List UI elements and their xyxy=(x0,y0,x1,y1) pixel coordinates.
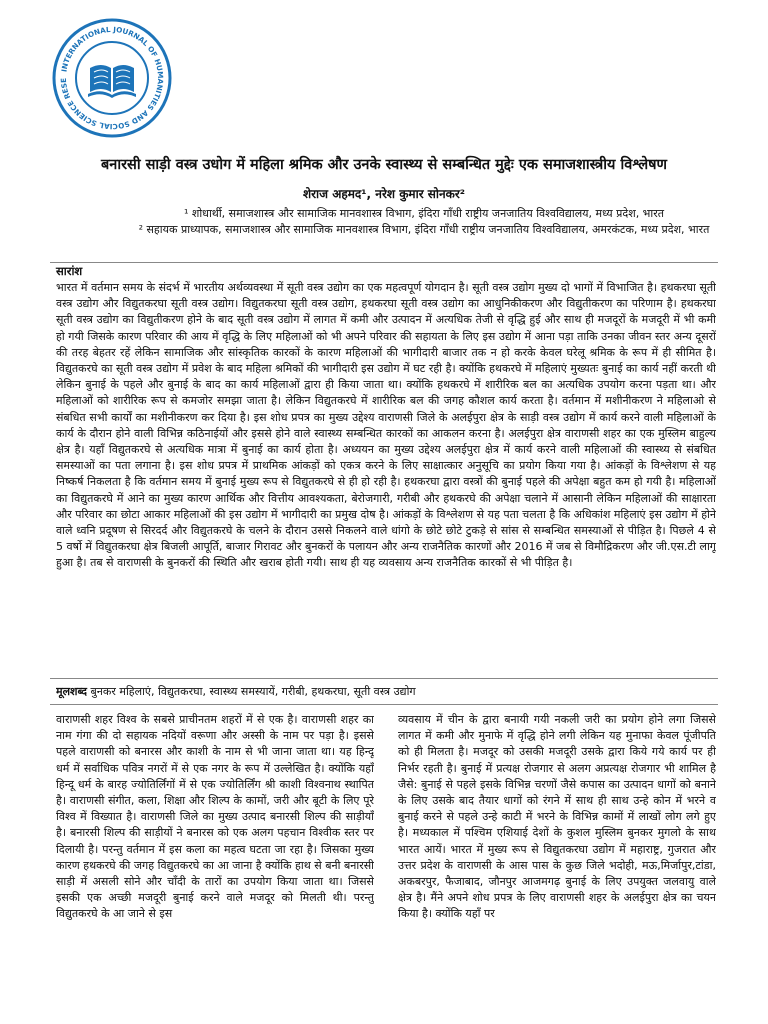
divider-keywords-bottom xyxy=(50,704,718,705)
keywords-line xyxy=(56,684,716,702)
affiliation-1: ¹ शोधार्थी, समाजशास्त्र और सामाजिक मानवशास्त्र विभाग, इंदिरा गाँधी राष्ट्रीय जनजातिय विश्वविद्यालय, मध्य प्रदेश, भारत xyxy=(183,207,665,220)
open-book-icon xyxy=(46,12,178,144)
author-list: शेराज अहमद¹, नरेश कुमार सोनकर² xyxy=(302,187,466,201)
logo-ring-text: INTERNATIONAL JOURNAL OF HUMANITIES AND SOCIAL SCIENCE RESE xyxy=(58,24,166,132)
keywords-label: मूलशब्द xyxy=(56,685,88,698)
abstract-text: भारत में वर्तमान समय के संदर्भ में भारतीय अर्थव्यवस्था में सूती वस्त्र उद्योग का एक महत्वपूर्ण योगदान है। सूती वस्त्र उद्योग मुख्य दो भागों में विभाजित है। हथकरघा सूती वस्त्र उद्योग और विद्युतकरघा सूती वस्त्र उद्योग। विद्युतकरघा सूती वस्त्र उद्योग, हथकरघा सूती वस्त्र उद्योग का आधुनिकीकरण और विद्युतीकरण का परिणाम है। हथकरघा सूती वस्त्र उद्योग का विद्युतीकरण होने के बाद सूती वस्त्र उद्योग में लागत में कमी और उत्पादन में अत्यधिक तेजी से वृद्धि हुई और साथ ही मजदूरों के मजदूरी में भी कमी हो गयी जिसके कारण परिवार की आय में वृद्धि के लिए महिलाओं को भी अपने परिवार की सहायता के लिए इस उद्योग में आना पड़ा ताकि उनका जीवन स्तर अन्य दूसरों की तरह बेहतर रहें लेकिन सामाजिक और सांस्कृतिक कारकों के कारण महिलाओं की भागीदारी बाजार तक न हो करके केवल घरेलू श्रमिक के रूप में ही सीमित है। विद्युतकरघे का सूती वस्त्र उद्योग में प्रवेश के बाद महिला श्रमिकों की भागीदारी इस उद्योग में घट रही है। क्योंकि हथकरघे में महिलाएं मुख्यतः बुनाई का कार्य नहीं करती थी लेकिन बुनाई के पहले और बुनाई के बाद का कार्य महिलाओं द्वारा ही किया जाता था। क्योंकि हथकरघे में शारीरिक बल का अत्यधिक उपयोग करना पड़ता था। और महिलाओं को शारीरिक रूप से कमजोर समझा जाता है। लेकिन विद्युतकरघे में शारीरिक बल की जगह कौशल कार्य करता है। वर्तमान में मशीनीकरण ने महिलाओ से संबधित सभी कार्यों का मशीनीकरण कर दिया है। इस शोध प्रपत्र का मुख्य उद्देश्य वाराणसी जिले के अलईपुरा क्षेत्र के साड़ी वस्त्र उद्योग में कार्य करने वाली महिलाओं के कार्य के दौरान होने वाली विभिन्न कठिनाईयों और इससे होने वाले स्वास्थ्य सम्बन्धित कारकों का आकलन करना है। अलईपुरा क्षेत्र वाराणसी शहर का एक मुस्लिम बाहुल्य क्षेत्र है। यहाँ विद्युतकरघे से अत्यधिक मात्रा में बुनाई का कार्य होता है। अध्ययन का मुख्य उद्देश्य अलईपुरा क्षेत्र में कार्य करने वाली महिलाओं की स्वास्थ्य से संबधित समस्याओं का पता लगाना है। इस शोध प्रपत्र में प्राथमिक आंकड़ों को एकत्र करने के लिए साक्षात्कार अनुसूचि का प्रयोग किया गया है। आंकड़ों के विश्लेशण से यह निष्कर्ष निकलता है कि वर्तमान समय में बुनाई मुख्य रूप से विद्युतकरघे से ही हो रही है। हथकरघा द्वारा वस्त्रों की बुनाई पहले की अपेक्षा बहुत कम हो गयी है। महिलाओं का विद्युतकरघे में आने का मुख्य कारण आर्थिक और वित्तीय आवश्यकता, बेरोजगारी, गरीबी और हथकरघे की अपेक्षा चलाने में आसानी लेकिन महिलाओं की साक्षारता और परिवार का छोटा आकार महिलाओं की इस उद्योग में भागीदारी का प्रमुख दोष है। आंकड़ों के विश्लेशण से यह पता चलता है कि अधिकांश महिलाएं इस उद्योग में होने वाले ध्वनि प्रदूषण से सिरदर्द और विद्युतकरघे के चलने के दौरान उससे निकलने वाले धांगो के छोटे छोटे टुकड़े से सांस से सम्बन्धित समस्याओं से पीड़ित है। पिछले 4 से 5 वर्षो में विद्युतकरघा क्षेत्र बिजली आपूर्ति, बाजार गिरावट और बुनकरों के पलायन और अन्य राजनैतिक कारणों और 2016 में जब से विमौद्रिकरण और जी.एस.टी लागू हुआ है। तब से वाराणसी के बुनकरों की स्थिति और खराब होती गयी। साथ ही यह व्यवसाय अन्य राजनैतिक कारकों से भी पीड़ित है। xyxy=(56,281,716,570)
affiliation-2: ² सहायक प्राध्यापक, समाजशास्त्र और सामाजिक मानवशास्त्र विभाग, इंदिरा गाँधी राष्ट्रीय जनजातिय विश्वविद्यालय, अमरकंटक, मध्य प्रदेश, भारत xyxy=(138,223,710,236)
body-column-left: वाराणसी शहर विश्व के सबसे प्राचीनतम शहरों में से एक है। वाराणसी शहर का नाम गंगा की दो सहायक नदियों वरूणा और अस्सी के नाम पर पड़ा है। इससे पहले वाराणसी को बनारस और काशी के नाम से भी जाना जाता था। यह हिन्दू धर्म में सर्वाधिक पवित्र नगरों में से एक नगर के रूप में उल्लेखित है। क्योंकि यहाँ हिन्दू धर्म के बारह ज्योतिर्लिंगों में से एक ज्योतिर्लिंग श्री काशी विश्वनाथ स्थापित है। वाराणसी संगीत, कला, शिक्षा और शिल्प के कामों, जरी और बूटी के लिए पूरे विश्व में विख्यात है। वाराणसी जिले का मुख्य उत्पाद बनारसी शिल्प की साड़ीयाँ है। बनारसी शिल्प की साड़ीयों ने बनारस को एक अलग पहचान विश्वीक स्तर पर दिलायी है। परन्तु वर्तमान में इस कला का महत्व घटता जा रहा है। जिसका मुख्य कारण हथकरघे की जगह विद्युतकरघे का आ जाना है क्योंकि हाथ से बनी बनारसी साड़ी में असली सोने और चाँदी के तारों का उपयोग किया जाता था। जिससे इसकी एक अच्छी मजदूरी बुनाई करने वाले मजदूर को मिलती थी। परन्तु विद्युतकरघे के आ जाने से इस xyxy=(56,713,374,921)
body-column-right: व्यवसाय में चीन के द्वारा बनायी गयी नकली जरी का प्रयोग होने लगा जिससे लागत में कमी और मुनाफे में वृद्धि होने लगी लेकिन यह मुनाफा केवल पूंजीपति को ही मिलता है। मजदूर को उसकी मजदूरी उसके द्वारा किये गये कार्य पर ही निर्भर रहती है। बुनाई में प्रत्यक्ष रोजगार से अलग अप्रत्यक्ष रोजगार भी शामिल है जैसे: बुनाई से पहले इसके विभिन्न चरणों जैसे कपास का उत्पादन धागों को बनाने के लिए उसके बाद तैयार धागों को रंगने में साथ ही साथ उन्हे कोन में भरने व बुनाई करने से पहले उन्हे काटी में भरने के विभिन्न कामों में लाखों लोग लगे हुए है। मध्यकाल में पश्चिम एशियाई देशों के कुशल मुस्लिम बुनकर मुगलो के साथ भारत आयें। भारत में मुख्य रूप से विद्युतकरघा उद्योग में महाराष्ट्र, गुजरात और उत्तर प्रदेश के वाराणसी के आस पास के कुछ जिले भदोही, मऊ,मिर्जापुर,टांडा, अकबरपुर, फैजाबाद, जौनपुर आजमगढ़ बुनाई के लिए उपयुक्त जलवायु वाले क्षेत्र है। मैंने अपने शोध प्रपत्र के लिए वाराणसी शहर के अलईपुरा क्षेत्र का चयन किया है। क्योंकि यहाँ पर xyxy=(398,713,716,921)
paper-title: बनारसी साड़ी वस्त्र उधोग में महिला श्रमिक और उनके स्वास्थ्य से सम्बन्धित मुद्देः एक समाजशास्त्रीय विश्लेषण xyxy=(101,157,667,173)
abstract-heading: सारांश xyxy=(56,264,83,278)
divider-keywords-top xyxy=(50,678,718,679)
divider-top xyxy=(50,262,718,263)
keywords-text: बुनकर महिलाएं, विद्युतकरघा, स्वास्थ्य समस्यायें, गरीबी, हथकरघा, सूती वस्त्र उद्योग xyxy=(90,685,416,698)
journal-logo xyxy=(46,12,178,144)
